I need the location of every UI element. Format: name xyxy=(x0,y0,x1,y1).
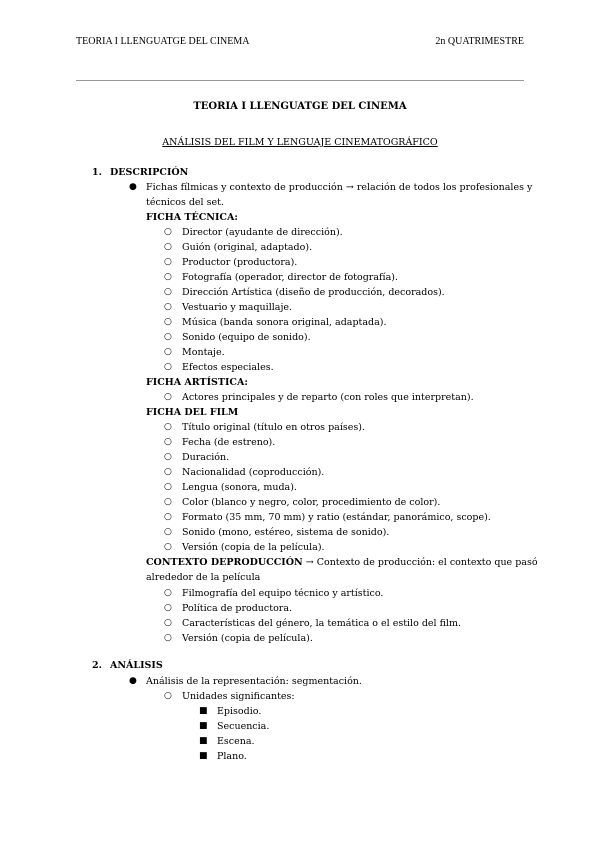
section-1-number: 1. xyxy=(92,167,102,178)
square-bullet-icon: ■ xyxy=(199,736,208,746)
contexto-line-1 xyxy=(146,555,538,570)
square-bullet-icon: ■ xyxy=(199,751,208,761)
hollow-circle-bullet-icon: ○ xyxy=(164,272,172,282)
list-item: Efectos especiales. xyxy=(182,362,274,373)
contexto-description: → Contexto de producción: el contexto que pasó xyxy=(302,557,538,568)
list-item: Política de productora. xyxy=(182,603,293,614)
list-item: Título original (título en otros países). xyxy=(182,422,365,433)
intro-line-1: Fichas fílmicas y contexto de producción → relación de todos los profesionales y xyxy=(146,182,533,193)
list-item: Música (banda sonora original, adaptada). xyxy=(182,317,387,328)
section-2-heading: ANÁLISIS xyxy=(110,660,163,671)
list-item: Color (blanco y negro, color, procedimiento de color). xyxy=(182,497,441,508)
header-divider xyxy=(76,80,524,81)
list-item: Sonido (equipo de sonido). xyxy=(182,332,311,343)
hollow-circle-bullet-icon: ○ xyxy=(164,467,172,477)
hollow-circle-bullet-icon: ○ xyxy=(164,242,172,252)
page-header xyxy=(76,36,524,47)
hollow-circle-bullet-icon: ○ xyxy=(164,287,172,297)
list-item: Sonido (mono, estéreo, sistema de sonido). xyxy=(182,527,390,538)
hollow-circle-bullet-icon: ○ xyxy=(164,691,172,701)
hollow-circle-bullet-icon: ○ xyxy=(164,603,172,613)
list-item: Filmografía del equipo técnico y artístico. xyxy=(182,588,384,599)
analysis-intro: Análisis de la representación: segmentación. xyxy=(146,676,362,687)
contexto-heading: CONTEXTO DEPRODUCCIÓN xyxy=(146,557,303,568)
list-item: Versión (copia de la película). xyxy=(182,542,325,553)
hollow-circle-bullet-icon: ○ xyxy=(164,497,172,507)
ficha-film-heading: FICHA DEL FILM xyxy=(146,407,239,418)
hollow-circle-bullet-icon: ○ xyxy=(164,227,172,237)
hollow-circle-bullet-icon: ○ xyxy=(164,437,172,447)
document-subtitle: ANÁLISIS DEL FILM Y LENGUAJE CINEMATOGRÁFICO xyxy=(162,137,438,148)
hollow-circle-bullet-icon: ○ xyxy=(164,618,172,628)
hollow-circle-bullet-icon: ○ xyxy=(164,302,172,312)
hollow-circle-bullet-icon: ○ xyxy=(164,257,172,267)
hollow-circle-bullet-icon: ○ xyxy=(164,452,172,462)
hollow-circle-bullet-icon: ○ xyxy=(164,527,172,537)
ficha-tecnica-heading: FICHA TÉCNICA: xyxy=(146,212,238,223)
list-item: Fotografía (operador, director de fotografía). xyxy=(182,272,398,283)
list-item: Características del género, la temática o el estilo del film. xyxy=(182,618,462,629)
filled-circle-bullet-icon: ● xyxy=(129,182,137,192)
hollow-circle-bullet-icon: ○ xyxy=(164,317,172,327)
list-item: Actores principales y de reparto (con roles que interpretan). xyxy=(182,392,474,403)
list-item: Productor (productora). xyxy=(182,257,298,268)
hollow-circle-bullet-icon: ○ xyxy=(164,512,172,522)
list-item: Lengua (sonora, muda). xyxy=(182,482,297,493)
list-item: Duración. xyxy=(182,452,230,463)
list-item: Versión (copia de película). xyxy=(182,633,313,644)
hollow-circle-bullet-icon: ○ xyxy=(164,542,172,552)
list-item: Nacionalidad (coproducción). xyxy=(182,467,325,478)
section-1-heading: DESCRIPCIÓN xyxy=(110,167,189,178)
list-item: Montaje. xyxy=(182,347,225,358)
intro-line-2: técnicos del set. xyxy=(146,197,224,208)
list-item: Vestuario y maquillaje. xyxy=(182,302,293,313)
list-item: Escena. xyxy=(217,736,255,747)
list-item: Director (ayudante de dirección). xyxy=(182,227,343,238)
section-2-number: 2. xyxy=(92,660,102,671)
header-term: 2n QUATRIMESTRE xyxy=(435,36,524,47)
hollow-circle-bullet-icon: ○ xyxy=(164,482,172,492)
analysis-sub: Unidades significantes: xyxy=(182,691,295,702)
list-item: Plano. xyxy=(217,751,247,762)
hollow-circle-bullet-icon: ○ xyxy=(164,633,172,643)
list-item: Episodio. xyxy=(217,706,262,717)
contexto-line-2: alrededor de la película xyxy=(146,572,261,583)
list-item: Secuencia. xyxy=(217,721,270,732)
hollow-circle-bullet-icon: ○ xyxy=(164,422,172,432)
hollow-circle-bullet-icon: ○ xyxy=(164,392,172,402)
list-item: Guión (original, adaptado). xyxy=(182,242,313,253)
list-item: Dirección Artística (diseño de producción, decorados). xyxy=(182,287,445,298)
hollow-circle-bullet-icon: ○ xyxy=(164,588,172,598)
square-bullet-icon: ■ xyxy=(199,706,208,716)
filled-circle-bullet-icon: ● xyxy=(129,676,137,686)
ficha-artistica-heading: FICHA ARTÍSTICA: xyxy=(146,377,248,388)
list-item: Formato (35 mm, 70 mm) y ratio (estándar, panorámico, scope). xyxy=(182,512,491,523)
hollow-circle-bullet-icon: ○ xyxy=(164,332,172,342)
hollow-circle-bullet-icon: ○ xyxy=(164,347,172,357)
list-item: Fecha (de estreno). xyxy=(182,437,276,448)
document-title: TEORIA I LLENGUATGE DEL CINEMA xyxy=(193,101,407,112)
hollow-circle-bullet-icon: ○ xyxy=(164,362,172,372)
header-course-title: TEORIA I LLENGUATGE DEL CINEMA xyxy=(76,36,250,47)
square-bullet-icon: ■ xyxy=(199,721,208,731)
